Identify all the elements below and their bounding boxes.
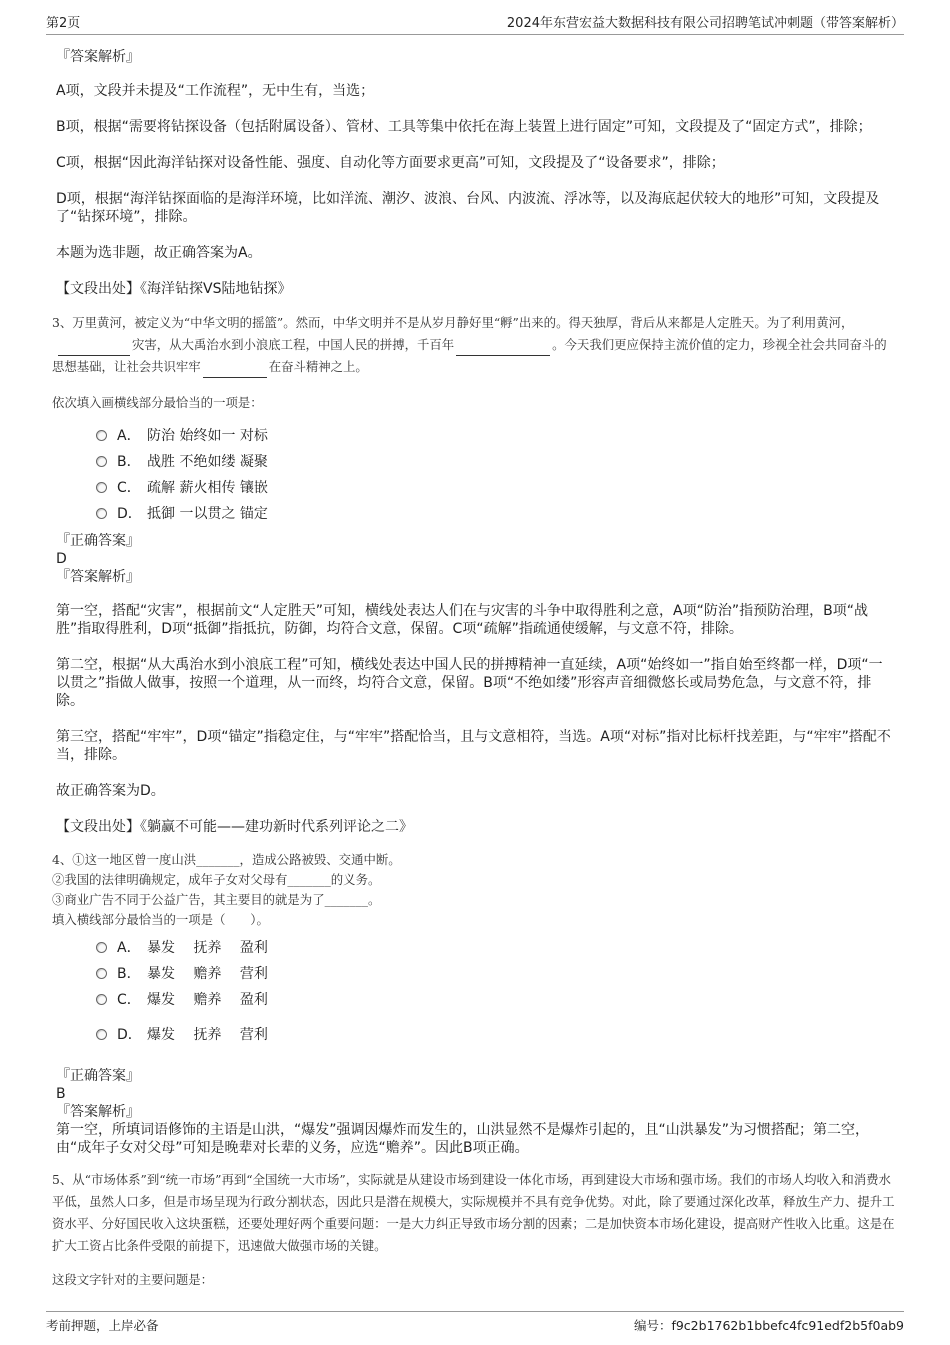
- option-c[interactable]: C． 爆发 赡养 盈利: [96, 986, 896, 1012]
- analysis-label: 『答案解析』: [56, 569, 140, 585]
- answer-blank: [203, 363, 267, 378]
- option-b[interactable]: B． 暴发 赡养 营利: [96, 960, 896, 986]
- q2-analysis: [56, 48, 896, 298]
- radio-icon[interactable]: [96, 1029, 107, 1040]
- question-stem: 5、从“市场体系”到“统一市场”再到“全国统一大市场”，实际就是从建设市场到建设一体化市场，再到建设大市场和强市场。我们的市场人均收入和消费水平低，虽然人口多，但是市场呈现为行政分割状态，因此只是潜在规模大，实际规模并不具有竞争优势。对此，除了要通过深化改革，释放生产力、提升工资水平、分好国民收入这块蛋糕，还要处理好两个重要问题：一是大力纠正导致市场分割的因素；二是加快资本市场化建设，提高财产性收入比重。这是在扩大工资占比条件受限的前提下，迅速做大做强市场的关键。: [52, 1172, 895, 1253]
- question-5: [52, 1169, 896, 1291]
- footer-slogan: 考前押题，上岸必备: [46, 1318, 159, 1333]
- radio-icon[interactable]: [96, 456, 107, 467]
- answer-blank: [58, 341, 130, 356]
- question-stem: 3、万里黄河，被定义为“中华文明的摇篮”。然而，中华文明并不是从岁月静好里“孵”出来的。得天独厚，背后从来都是人定胜天。为了利用黄河，灾害，从大禹治水到小浪底工程，中国人民的拼搏，千百年 。今天我们更应保持主流价值的定力，珍视全社会共同奋斗的思想基础，让社会共识牢牢 在奋斗精神之上。: [52, 312, 896, 378]
- analysis-paragraph-3: 第三空，搭配“牢牢”，D项“锚定”指稳定住，与“牢牢”搭配恰当，且与文意相符，当选。A项“对标”指对比标杆找差距，与“牢牢”搭配不当，排除。: [56, 729, 891, 763]
- question-3: [52, 312, 896, 836]
- answer-value: D: [56, 551, 67, 567]
- analysis-d: D项，根据“海洋钻探面临的是海洋环境，比如洋流、潮汐、波浪、台风、内波流、浮冰等，以及海底起伏较大的地形”可知，文段提及了“钻探环境”，排除。: [56, 191, 880, 225]
- option-c[interactable]: C． 疏解 薪火相传 镶嵌: [96, 474, 896, 500]
- analysis-c: C项，根据“因此海洋钻探对设备性能、强度、自动化等方面要求更高”可知，文段提及了“设备要求”，排除；: [56, 155, 725, 171]
- radio-icon[interactable]: [96, 430, 107, 441]
- option-a[interactable]: A． 防治 始终如一 对标: [96, 422, 896, 448]
- analysis-conclusion: 本题为选非题，故正确答案为A。: [56, 245, 262, 261]
- radio-icon[interactable]: [96, 508, 107, 519]
- question-prompt: 依次填入画横线部分最恰当的一项是：: [52, 395, 263, 410]
- page-footer: [46, 1311, 904, 1334]
- question-line-3: ③商业广告不同于公益广告，其主要目的就是为了_______。: [52, 892, 381, 907]
- question-prompt: 这段文字针对的主要问题是：: [52, 1272, 214, 1287]
- answer-label: 『正确答案』: [56, 533, 140, 549]
- analysis-paragraph-1: 第一空，搭配“灾害”，根据前文“人定胜天”可知，横线处表达人们在与灾害的斗争中取得胜利之意，A项“防治”指预防治理，B项“战胜”指取得胜利，D项“抵御”指抵抗，防御，均符合文意，保留。C项“疏解”指疏通使缓解，与文意不符，排除。: [56, 603, 868, 637]
- answer-label: 『正确答案』: [56, 1068, 140, 1084]
- analysis-a: A项，文段并未提及“工作流程”，无中生有，当选；: [56, 83, 375, 99]
- radio-icon[interactable]: [96, 968, 107, 979]
- analysis-paragraph: 第一空，所填词语修饰的主语是山洪，“爆发”强调因爆炸而发生的，山洪显然不是爆炸引起的，且“山洪暴发”为习惯搭配；第二空，由“成年子女对父母”可知是晚辈对长辈的义务，应选“赡养”。因此B项正确。: [56, 1122, 870, 1156]
- analysis-label: 『答案解析』: [56, 1104, 140, 1120]
- source-citation: 【文段出处】《躺赢不可能——建功新时代系列评论之二》: [56, 819, 413, 835]
- radio-icon[interactable]: [96, 994, 107, 1005]
- radio-icon[interactable]: [96, 482, 107, 493]
- document-title: 2024年东营宏益大数据科技有限公司招聘笔试冲刺题（带答案解析）: [506, 16, 904, 31]
- option-b[interactable]: B． 战胜 不绝如缕 凝聚: [96, 448, 896, 474]
- option-list: [96, 422, 896, 526]
- option-d[interactable]: D． 抵御 一以贯之 锚定: [96, 500, 896, 526]
- source-citation: 【文段出处】《海洋钻探VS陆地钻探》: [56, 281, 292, 297]
- option-d[interactable]: D． 爆发 抚养 营利: [96, 1021, 896, 1047]
- document-body: [52, 46, 896, 1291]
- question-line-2: ②我国的法律明确规定，成年子女对父母有_______的义务。: [52, 872, 381, 887]
- analysis-conclusion: 故正确答案为D。: [56, 783, 165, 799]
- option-list: [96, 934, 896, 1047]
- question-line-1: 4、①这一地区曾一度山洪_______，造成公路被毁、交通中断。: [52, 852, 401, 867]
- page-header: [46, 12, 904, 35]
- document-id: 编号：f9c2b1762b1bbefc4fc91edf2b5f0ab9: [633, 1318, 904, 1333]
- answer-blank: [456, 341, 550, 356]
- analysis-paragraph-2: 第二空，根据“从大禹治水到小浪底工程”可知，横线处表达中国人民的拼搏精神一直延续，A项“始终如一”指自始至终都一样，D项“一以贯之”指做人做事，按照一个道理，从一而终，均符合文意，保留。B项“不绝如缕”形容声音细微悠长或局势危急，与文意不符，排除。: [56, 657, 883, 709]
- answer-value: B: [56, 1086, 66, 1102]
- option-a[interactable]: A． 暴发 抚养 盈利: [96, 934, 896, 960]
- question-prompt: 填入横线部分最恰当的一项是（ ）。: [52, 912, 269, 927]
- analysis-label: 『答案解析』: [56, 49, 140, 65]
- radio-icon[interactable]: [96, 942, 107, 953]
- page-number: 第2页: [46, 16, 81, 31]
- analysis-b: B项，根据“需要将钻探设备（包括附属设备）、管材、工具等集中依托在海上装置上进行固定”可知，文段提及了“固定方式”，排除；: [56, 119, 872, 135]
- question-4: [52, 850, 896, 1157]
